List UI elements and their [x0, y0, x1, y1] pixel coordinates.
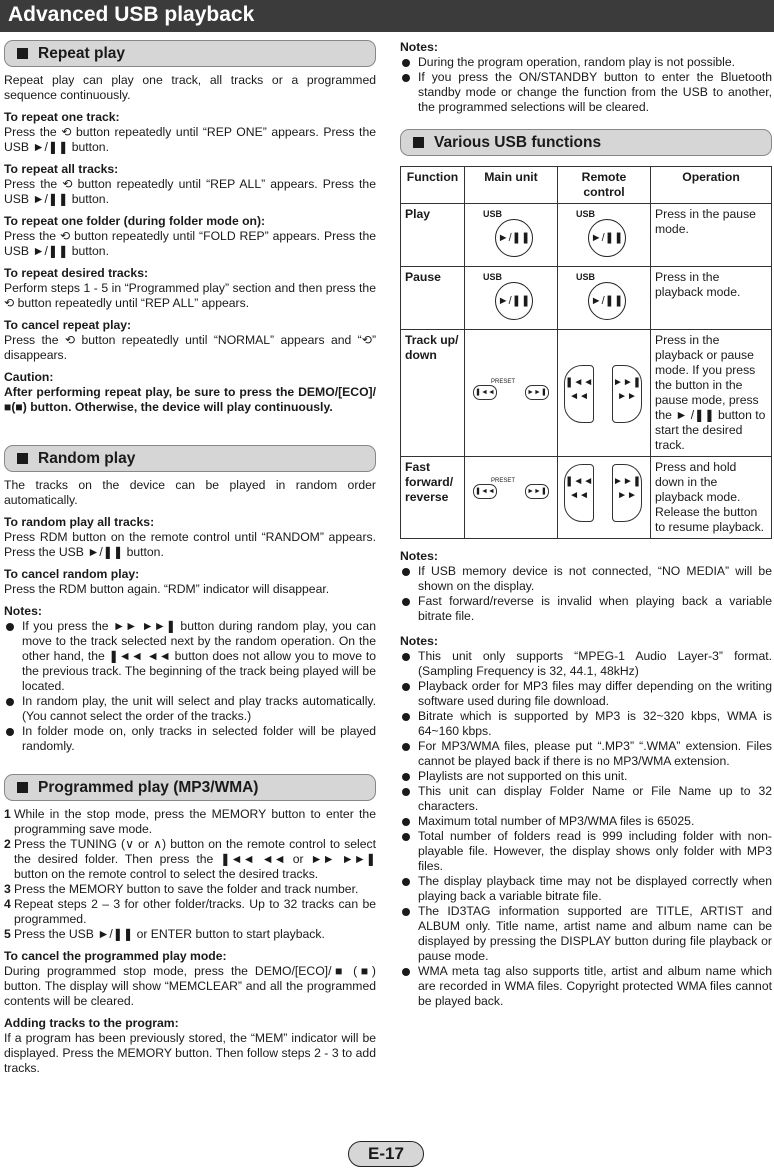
usb-functions-table: [400, 166, 772, 539]
remote-cell: [558, 330, 651, 457]
program-cancel-text: During programmed stop mode, press the DEMO/[ECO]/■ (■) button. The display will show “MEMCLEAR” and all the programmed contents will be cleared.: [4, 964, 376, 1008]
random-note: In random play, the unit will select and play tracks automatically. (You cannot select the order of the tracks.): [4, 694, 376, 724]
section-programmed-play: Programmed play (MP3/WMA): [4, 774, 376, 801]
repeat-all-heading: To repeat all tracks:: [4, 162, 119, 176]
note-item: Playlists are not supported on this unit.: [400, 769, 772, 784]
section-various-usb: Various USB functions: [400, 129, 772, 156]
prev-icon: ❚◄◄: [473, 484, 497, 499]
left-column: [4, 40, 376, 1076]
repeat-folder-heading: To repeat one folder (during folder mode on):: [4, 214, 266, 228]
program-step: 5 Press the USB ►/❚❚ or ENTER button to start playback.: [4, 927, 325, 941]
note-item: If you press the ON/STANDBY button to enter the Bluetooth standby mode or change the function from the USB to another, the programmed selections will be cleared.: [400, 70, 772, 115]
random-all-text: Press RDM button on the remote control until “RANDOM” appears. Press the USB ►/❚❚ button.: [4, 530, 376, 559]
random-note: If you press the ►► ►►❚ button during random play, you can move to the track selected next by the random operation. On the other hand, the ❚◄◄ ◄◄ button does not allow you to move to the previous track. The beginning of the track being played will be located.: [4, 619, 376, 694]
notes-heading: Notes:: [400, 634, 438, 648]
caution-heading: Caution:: [4, 370, 54, 384]
square-bullet-icon: [17, 453, 28, 464]
main-unit-cell: [465, 457, 558, 539]
random-cancel-text: Press the RDM button again. “RDM” indicator will disappear.: [4, 582, 330, 596]
function-name: Pause: [401, 267, 465, 330]
square-bullet-icon: [413, 137, 424, 148]
note-item: For MP3/WMA files, please put “.MP3” “.WMA” extension. Files cannot be played back if there is no MP3/WMA extension.: [400, 739, 772, 769]
note-item: During the program operation, random play is not possible.: [400, 55, 772, 70]
note-item: Total number of folders read is 999 including folder with non-playable file. However, the display shows only folder with MP3 files.: [400, 829, 772, 874]
function-name: Fast forward/ reverse: [401, 457, 465, 539]
usb-play-pause-icon: USB ►/❚❚: [574, 207, 634, 259]
note-item: This unit can display Folder Name or File Name up to 32 characters.: [400, 784, 772, 814]
table-row: [401, 267, 772, 330]
note-item: Maximum total number of MP3/WMA files is 65025.: [400, 814, 772, 829]
notes-heading: Notes:: [400, 40, 438, 54]
remote-cell: [558, 267, 651, 330]
program-step: 1 While in the stop mode, press the MEMORY button to enter the programming save mode.: [4, 807, 376, 836]
random-intro: The tracks on the device can be played in random order automatically.: [4, 478, 376, 507]
repeat-one-heading: To repeat one track:: [4, 110, 120, 124]
table-row: [401, 330, 772, 457]
operation-text: Press in the playback or pause mode. If you press the button in the pause mode, press the ► /❚❚ button to start the desired track.: [651, 330, 772, 457]
note-item: The display playback time may not be displayed correctly when playing back a variable bitrate file.: [400, 874, 772, 904]
next-icon: ►►❚: [525, 385, 549, 400]
program-cancel-heading: To cancel the programmed play mode:: [4, 949, 227, 963]
usb-play-pause-icon: USB ►/❚❚: [574, 270, 634, 322]
table-row: [401, 457, 772, 539]
repeat-folder-text: Press the ⟲ button repeatedly until “FOLD REP” appears. Press the USB ►/❚❚ button.: [4, 229, 376, 258]
note-item: Bitrate which is supported by MP3 is 32~320 kbps, WMA is 64~160 kbps.: [400, 709, 772, 739]
function-name: Track up/ down: [401, 330, 465, 457]
page-title: Advanced USB playback: [8, 3, 255, 26]
operation-text: Press in the playback mode.: [651, 267, 772, 330]
repeat-cancel-text: Press the ⟲ button repeatedly until “NORMAL” appears and “⟲” disappears.: [4, 333, 376, 362]
note-item: WMA meta tag also supports title, artist and album name which are recorded in WMA files. Copyright protected WMA files cannot be played back.: [400, 964, 772, 1009]
repeat-cancel-heading: To cancel repeat play:: [4, 318, 132, 332]
col-header: Operation: [651, 167, 772, 204]
repeat-intro: Repeat play can play one track, all tracks or a programmed sequence continuously.: [4, 73, 376, 102]
prev-icon: ❚◄◄: [473, 385, 497, 400]
usb-play-pause-icon: USB ►/❚❚: [481, 270, 541, 322]
repeat-desired-heading: To repeat desired tracks:: [4, 266, 149, 280]
random-notes-heading: Notes:: [4, 604, 42, 618]
col-header: Main unit: [465, 167, 558, 204]
repeat-one-text: Press the ⟲ button repeatedly until “REP ONE” appears. Press the USB ►/❚❚ button.: [4, 125, 376, 154]
note-item: Fast forward/reverse is invalid when playing back a variable bitrate file.: [400, 594, 772, 624]
page-number: E-17: [348, 1141, 424, 1167]
program-step: 4 Repeat steps 2 – 3 for other folder/tracks. Up to 32 tracks can be programmed.: [4, 897, 376, 926]
notes-heading: Notes:: [400, 549, 438, 563]
repeat-desired-text: Perform steps 1 - 5 in “Programmed play” section and then press the ⟲ button repeatedly until “REP ALL” appears.: [4, 281, 376, 310]
operation-text: Press in the pause mode.: [651, 204, 772, 267]
program-add-heading: Adding tracks to the program:: [4, 1016, 179, 1030]
right-column: [400, 40, 772, 1009]
col-header: Function: [401, 167, 465, 204]
program-add-text: If a program has been previously stored, the “MEM” indicator will be displayed. Press the MEMORY button. Then follow steps 2 - 3 to add tracks.: [4, 1031, 376, 1075]
preset-buttons-icon: PRESET ❚◄◄ ►►❚: [469, 373, 553, 413]
remote-cell: [558, 457, 651, 539]
usb-play-pause-icon: USB ►/❚❚: [481, 207, 541, 259]
main-unit-cell: [465, 330, 558, 457]
note-item: This unit only supports “MPEG-1 Audio Layer-3” format. (Sampling Frequency is 32, 44.1, 48kHz): [400, 649, 772, 679]
col-header: Remote control: [558, 167, 651, 204]
note-item: Playback order for MP3 files may differ depending on the writing software used during file download.: [400, 679, 772, 709]
remote-cell: [558, 204, 651, 267]
section-random-play: Random play: [4, 445, 376, 472]
table-header-row: [401, 167, 772, 204]
random-note: In folder mode on, only tracks in selected folder will be played randomly.: [4, 724, 376, 754]
program-steps: [4, 807, 376, 942]
operation-text: Press and hold down in the playback mode. Release the button to resume playback.: [651, 457, 772, 539]
program-step: 2 Press the TUNING (∨ or ∧) button on the remote control to select the desired folder. Then press the ❚◄◄ ◄◄ or ►► ►►❚ button on the remote control to select the desired tracks.: [4, 837, 376, 881]
square-bullet-icon: [17, 782, 28, 793]
note-item: If USB memory device is not connected, “NO MEDIA” will be shown on the display.: [400, 564, 772, 594]
notes-list: [400, 649, 772, 1009]
repeat-all-text: Press the ⟲ button repeatedly until “REP ALL” appears. Press the USB ►/❚❚ button.: [4, 177, 376, 206]
note-item: The ID3TAG information supported are TITLE, ARTIST and ALBUM only. Title name, artist name and album name can be displayed by pressing the DISPLAY button during file playback or pause mode.: [400, 904, 772, 964]
function-name: Play: [401, 204, 465, 267]
program-step: 3 Press the MEMORY button to save the folder and track number.: [4, 882, 359, 896]
main-unit-cell: [465, 204, 558, 267]
table-row: [401, 204, 772, 267]
remote-skip-buttons-icon: ❚◄◄ ◄◄ ►►❚ ►►: [562, 365, 646, 427]
square-bullet-icon: [17, 48, 28, 59]
random-cancel-heading: To cancel random play:: [4, 567, 140, 581]
main-unit-cell: [465, 267, 558, 330]
page-header: [0, 0, 774, 32]
remote-skip-buttons-icon: ❚◄◄ ◄◄ ►►❚ ►►: [562, 464, 646, 526]
next-icon: ►►❚: [525, 484, 549, 499]
random-all-heading: To random play all tracks:: [4, 515, 155, 529]
preset-buttons-icon: PRESET ❚◄◄ ►►❚: [469, 472, 553, 512]
section-repeat-play: Repeat play: [4, 40, 376, 67]
caution-text: After performing repeat play, be sure to press the DEMO/[ECO]/■(■) button. Otherwise, the device will play continuously.: [4, 385, 376, 414]
